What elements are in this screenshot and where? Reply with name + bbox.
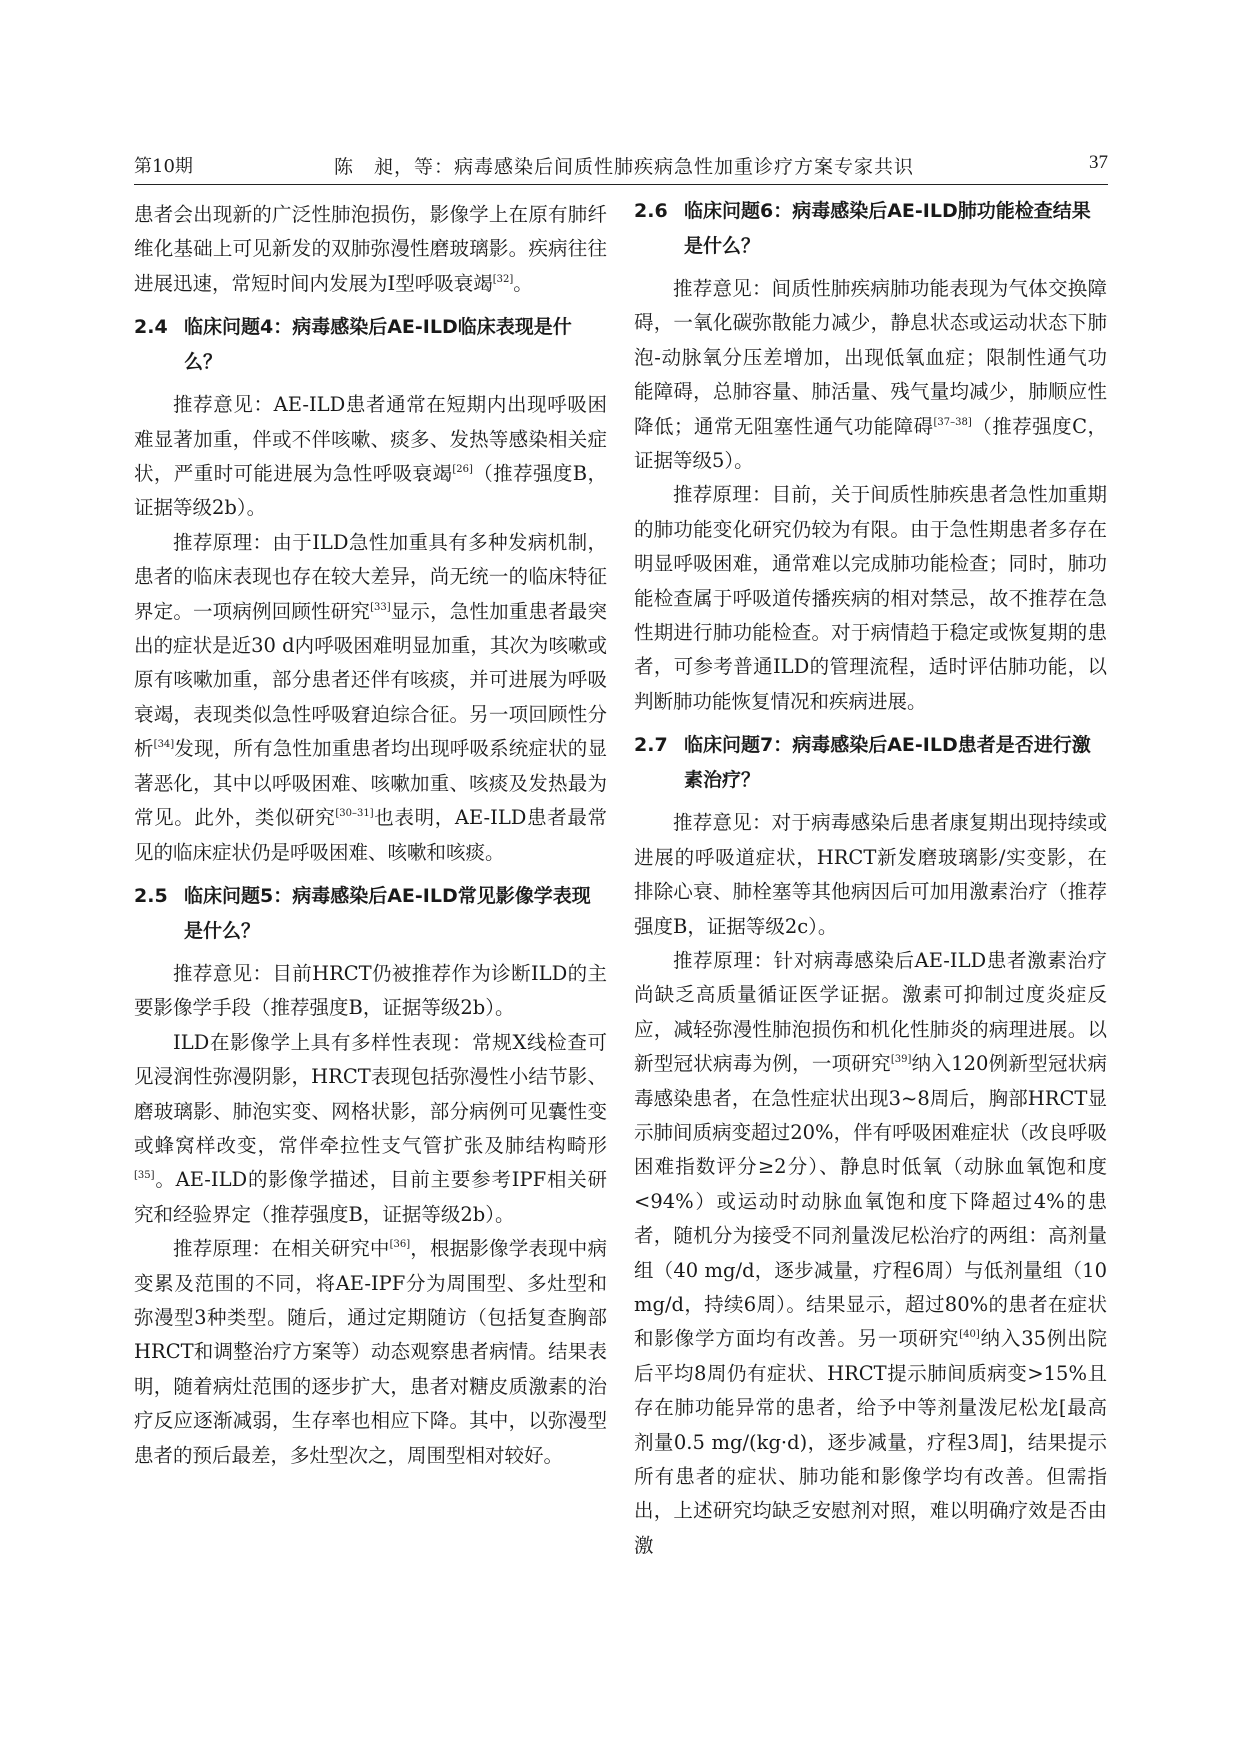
section-heading-2-5: 2.5 临床问题5：病毒感染后AE-ILD常见影像学表现是什么？ bbox=[134, 884, 591, 942]
section-heading-2-7: 2.7 临床问题7：病毒感染后AE-ILD患者是否进行激素治疗？ bbox=[634, 734, 1091, 792]
paragraph: 推荐意见：目前HRCT仍被推荐作为诊断ILD的主要影像学手段（推荐强度B，证据等级2b）。 bbox=[134, 961, 607, 1020]
paragraph: 推荐原理：目前，关于间质性肺疾患者急性加重期的肺功能变化研究仍较为有限。由于急性期患者多存在明显呼吸困难，通常难以完成肺功能检查；同时，肺功能检查属于呼吸道传播疾病的相对禁忌，故不推荐在急性期进行肺功能检查。对于病情趋于稳定或恢复期的患者，可参考普通ILD的管理流程，适时评估肺功能，以判断肺功能恢复情况和疾病进展。 bbox=[634, 483, 1107, 713]
page-number: 37 bbox=[1089, 152, 1108, 173]
citation: [39] bbox=[890, 1054, 912, 1066]
citation: [30–31] bbox=[335, 808, 374, 820]
left-column bbox=[134, 198, 607, 1473]
citation: [40] bbox=[959, 1329, 980, 1341]
header-rule bbox=[134, 184, 1108, 185]
paragraph: 推荐原理：由于ILD急性加重具有多种发病机制，患者的临床表现也存在较大差异，尚无统一的临床特征界定。一项病例回顾性研究[33]显示，急性加重患者最突出的症状是近30 d内呼吸困难明显加重，其次为咳嗽或原有咳嗽加重，部分患者还伴有咳痰，并可进展为呼吸衰竭，表现类似急性呼吸窘迫综合征。另一项回顾性分析[34]发现，所有急性加重患者均出现呼吸系统症状的显著恶化，其中以呼吸困难、咳嗽加重、咳痰及发热最为常见。此外，类似研究[30–31]也表明，AE-ILD患者最常见的临床症状仍是呼吸困难、咳嗽和咳痰。 bbox=[134, 530, 607, 864]
paragraph: ILD在影像学上具有多样性表现：常规X线检查可见浸润性弥漫阴影，HRCT表现包括弥漫性小结节影、磨玻璃影、肺泡实变、网格状影，部分病例可见囊性变或蜂窝样改变，常伴牵拉性支气管扩张及肺结构畸形[35]。AE-ILD的影像学描述，目前主要参考IPF相关研究和经验界定（推荐强度B，证据等级2b）。 bbox=[134, 1030, 607, 1226]
running-title: 陈 昶，等：病毒感染后间质性肺疾病急性加重诊疗方案专家共识 bbox=[334, 156, 915, 178]
right-column bbox=[634, 198, 1107, 1563]
running-header bbox=[134, 140, 1108, 180]
issue-number: 第10期 bbox=[134, 156, 193, 177]
paragraph: 推荐意见：AE-ILD患者通常在短期内出现呼吸困难显著加重，伴或不伴咳嗽、痰多、发热等感染相关症状，严重时可能进展为急性呼吸衰竭[26]（推荐强度B，证据等级2b）。 bbox=[134, 393, 607, 520]
section-heading-2-4: 2.4 临床问题4：病毒感染后AE-ILD临床表现是什么？ bbox=[134, 316, 572, 374]
paragraph: 推荐原理：在相关研究中[36]，根据影像学表现中病变累及范围的不同，将AE-IPF分为周围型、多灶型和弥漫型3种类型。随后，通过定期随访（包括复查胸部HRCT和调整治疗方案等）动态观察患者病情。结果表明，随着病灶范围的逐步扩大，患者对糖皮质激素的治疗反应逐渐减弱，生存率也相应下降。其中，以弥漫型患者的预后最差，多灶型次之，周围型相对较好。 bbox=[134, 1237, 607, 1467]
section-heading-2-6: 2.6 临床问题6：病毒感染后AE-ILD肺功能检查结果是什么？ bbox=[634, 200, 1091, 257]
citation: [26] bbox=[452, 464, 473, 476]
paragraph: 推荐原理：针对病毒感染后AE-ILD患者激素治疗尚缺乏高质量循证医学证据。激素可抑制过度炎症反应，减轻弥漫性肺泡损伤和机化性肺炎的病理进展。以新型冠状病毒为例，一项研究[39]纳入120例新型冠状病毒感染患者，在急性症状出现3~8周后，胸部HRCT显示肺间质病变超过20%，伴有呼吸困难症状（改良呼吸困难指数评分≥2分）、静息时低氧（动脉血氧饱和度<94%）或运动时动脉血氧饱和度下降超过4%的患者，随机分为接受不同剂量泼尼松治疗的两组：高剂量组（40 mg/d，逐步减量，疗程6周）与低剂量组（10 mg/d，持续6周）。结果显示，超过80%的患者在症状和影像学方面均有改善。另一项研究[40]纳入35例出院后平均8周仍有症状、HRCT提示肺间质病变>15%且存在肺功能异常的患者，给予中等剂量泼尼松龙[最高剂量0.5 mg/(kg·d)，逐步减量，疗程3周]，结果提示所有患者的症状、肺功能和影像学均有改善。但需指出，上述研究均缺乏安慰剂对照，难以明确疗效是否由激 bbox=[634, 948, 1107, 1557]
citation: [34] bbox=[153, 739, 175, 751]
paragraph: 推荐意见：间质性肺疾病肺功能表现为气体交换障碍，一氧化碳弥散能力减少，静息状态或运动状态下肺泡-动脉氧分压差增加，出现低氧血症；限制性通气功能障碍，总肺容量、肺活量、残气量均减少，肺顺应性降低；通常无阻塞性通气功能障碍[37–38]（推荐强度C，证据等级5）。 bbox=[634, 277, 1107, 473]
citation: [35] bbox=[134, 1170, 155, 1182]
citation: [33] bbox=[370, 601, 391, 613]
citation: [36] bbox=[389, 1239, 411, 1251]
citation: [37–38] bbox=[933, 416, 972, 428]
paragraph: 患者会出现新的广泛性肺泡损伤，影像学上在原有肺纤维化基础上可见新发的双肺弥漫性磨玻璃影。疾病往往进展迅速，常短时间内发展为Ⅰ型呼吸衰竭[32]。 bbox=[134, 203, 607, 295]
paragraph: 推荐意见：对于病毒感染后患者康复期出现持续或进展的呼吸道症状，HRCT新发磨玻璃影/实变影，在排除心衰、肺栓塞等其他病因后可加用激素治疗（推荐强度B，证据等级2c）。 bbox=[634, 811, 1107, 938]
citation: [32] bbox=[492, 273, 514, 285]
